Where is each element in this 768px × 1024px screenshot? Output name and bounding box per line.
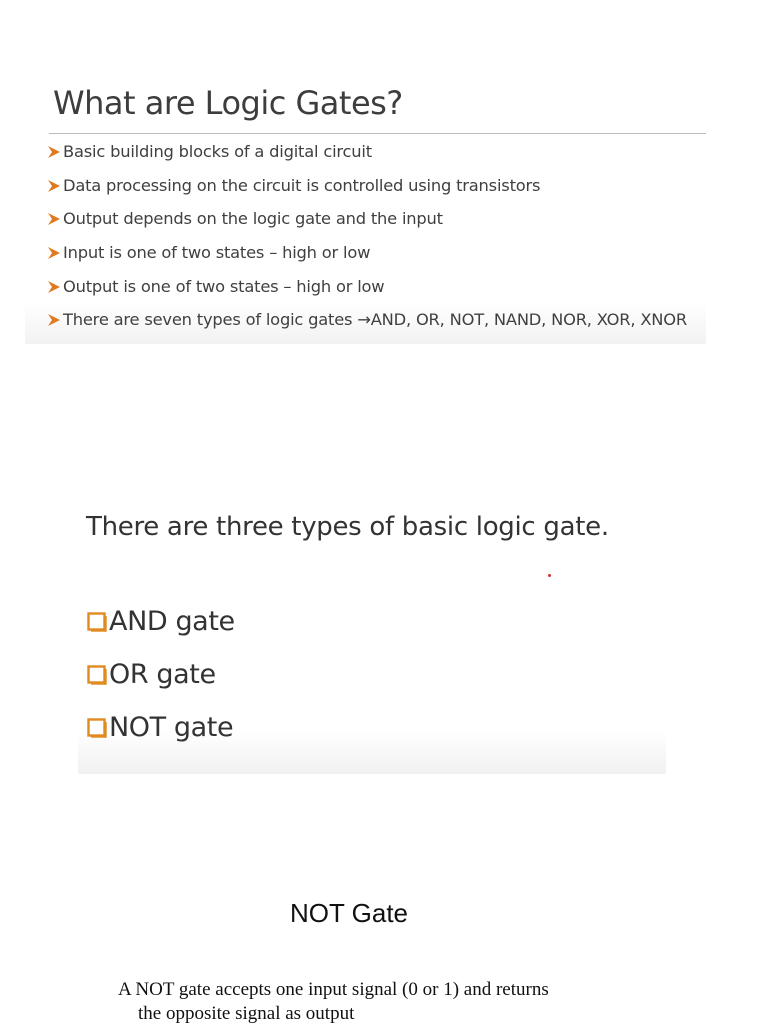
- gate-label: AND gate: [109, 606, 235, 637]
- slide-three-basic-gates: [78, 490, 666, 774]
- arrow-bullet-icon: [47, 178, 61, 194]
- checkbox-bullet-icon: [86, 611, 108, 633]
- bullet-text: Basic building blocks of a digital circuit: [63, 142, 372, 161]
- bullet-text: There are seven types of logic gates →AND, OR, NOT, NAND, NOR, XOR, XNOR: [63, 310, 688, 330]
- bullet-text: Data processing on the circuit is controlled using transistors: [63, 175, 541, 195]
- list-item: [86, 659, 235, 712]
- arrow-bullet-icon: [47, 312, 61, 328]
- body-line: the opposite signal as output: [138, 1003, 355, 1024]
- slide-what-are-logic-gates: [25, 76, 706, 344]
- list-item: [47, 310, 687, 344]
- arrow-bullet-icon: [47, 211, 61, 227]
- bullet-text: Output depends on the logic gate and the input: [63, 209, 443, 229]
- body-line: A NOT gate accepts one input signal (0 or 1) and returns: [118, 979, 549, 1000]
- gate-list: [86, 606, 235, 765]
- bullet-text: Input is one of two states – high or low: [63, 243, 371, 263]
- list-item: [47, 142, 687, 176]
- slide-title: What are Logic Gates?: [53, 84, 403, 122]
- arrow-bullet-icon: [47, 245, 61, 261]
- list-item: [86, 606, 235, 659]
- section-heading: NOT Gate: [290, 898, 409, 928]
- arrow-bullet-icon: [47, 279, 61, 295]
- gate-label: OR gate: [109, 659, 216, 690]
- stray-dot: [548, 574, 551, 577]
- bullet-text: Output is one of two states – high or low: [63, 276, 385, 296]
- bullet-list: [47, 142, 687, 344]
- list-item: [86, 712, 235, 765]
- checkbox-bullet-icon: [86, 664, 108, 686]
- list-item: [47, 176, 687, 210]
- slide-title: There are three types of basic logic gate.: [86, 512, 609, 542]
- title-divider: [49, 133, 706, 134]
- gate-label: NOT gate: [109, 712, 234, 743]
- list-item: [47, 209, 687, 243]
- list-item: [47, 243, 687, 277]
- section-body: [118, 978, 718, 1024]
- arrow-bullet-icon: [47, 144, 61, 160]
- checkbox-bullet-icon: [86, 717, 108, 739]
- list-item: [47, 277, 687, 311]
